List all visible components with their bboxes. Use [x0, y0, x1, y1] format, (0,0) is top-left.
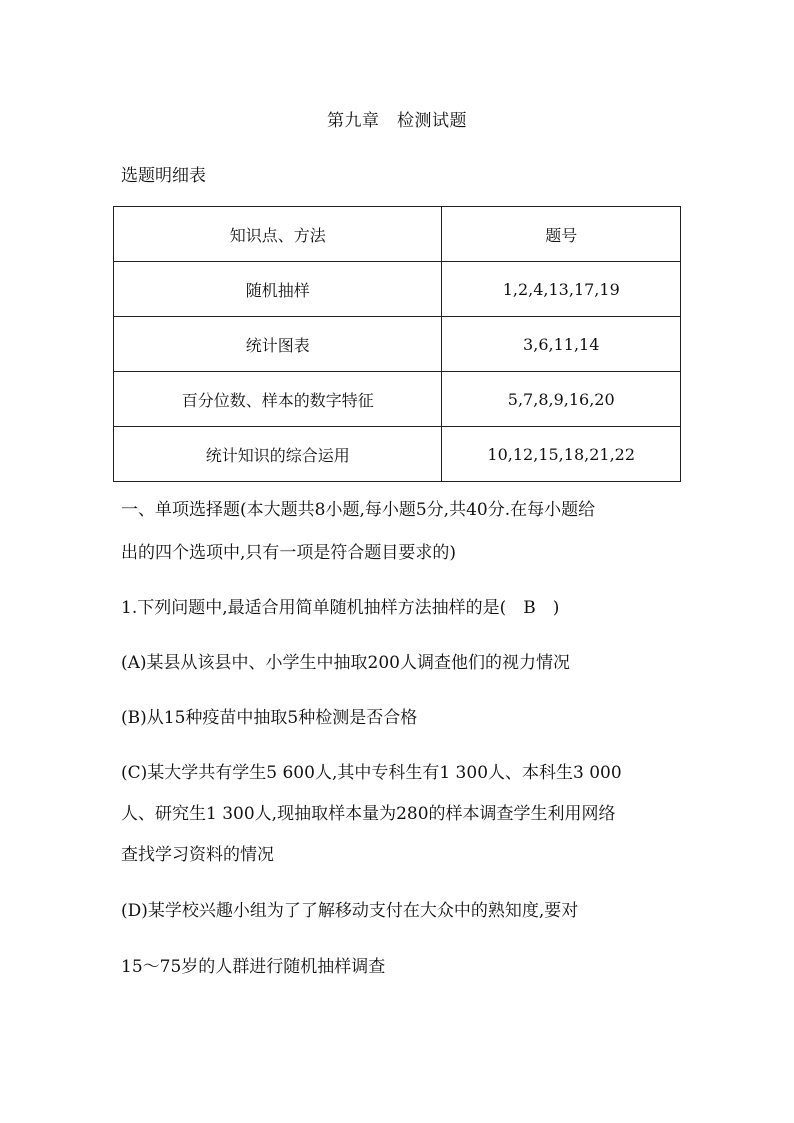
page-title: 第九章 检测试题	[327, 111, 467, 131]
table-header-row	[114, 207, 681, 262]
option-a: (A)某县从该县中、小学生中抽取200人调查他们的视力情况	[121, 653, 570, 673]
row-numbers: 10,12,15,18,21,22	[442, 427, 681, 482]
table-row	[114, 317, 681, 372]
table-caption: 选题明细表	[121, 166, 206, 186]
section-heading-line1: 一、单项选择题(本大题共8小题,每小题5分,共40分.在每小题给	[121, 500, 596, 520]
option-d-line2: 15～75岁的人群进行随机抽样调查	[121, 957, 386, 977]
section-heading-line2: 出的四个选项中,只有一项是符合题目要求的)	[121, 543, 457, 563]
question-detail-table	[113, 206, 681, 482]
table-row	[114, 372, 681, 427]
row-topic: 统计图表	[114, 317, 442, 372]
row-numbers: 3,6,11,14	[442, 317, 681, 372]
option-c-line3: 查找学习资料的情况	[121, 845, 274, 865]
option-b: (B)从15种疫苗中抽取5种检测是否合格	[121, 708, 418, 728]
row-topic: 百分位数、样本的数字特征	[114, 372, 442, 427]
row-topic: 统计知识的综合运用	[114, 427, 442, 482]
question-stem: 1.下列问题中,最适合用简单随机抽样方法抽样的是( B )	[121, 598, 560, 618]
header-numbers: 题号	[442, 207, 681, 262]
option-c-line1: (C)某大学共有学生5 600人,其中专科生有1 300人、本科生3 000	[121, 763, 622, 783]
table-row	[114, 427, 681, 482]
table-row	[114, 262, 681, 317]
option-d-line1: (D)某学校兴趣小组为了了解移动支付在大众中的熟知度,要对	[121, 901, 579, 921]
row-numbers: 5,7,8,9,16,20	[442, 372, 681, 427]
row-topic: 随机抽样	[114, 262, 442, 317]
row-numbers: 1,2,4,13,17,19	[442, 262, 681, 317]
header-topic: 知识点、方法	[114, 207, 442, 262]
option-c-line2: 人、研究生1 300人,现抽取样本量为280的样本调查学生利用网络	[121, 804, 616, 824]
